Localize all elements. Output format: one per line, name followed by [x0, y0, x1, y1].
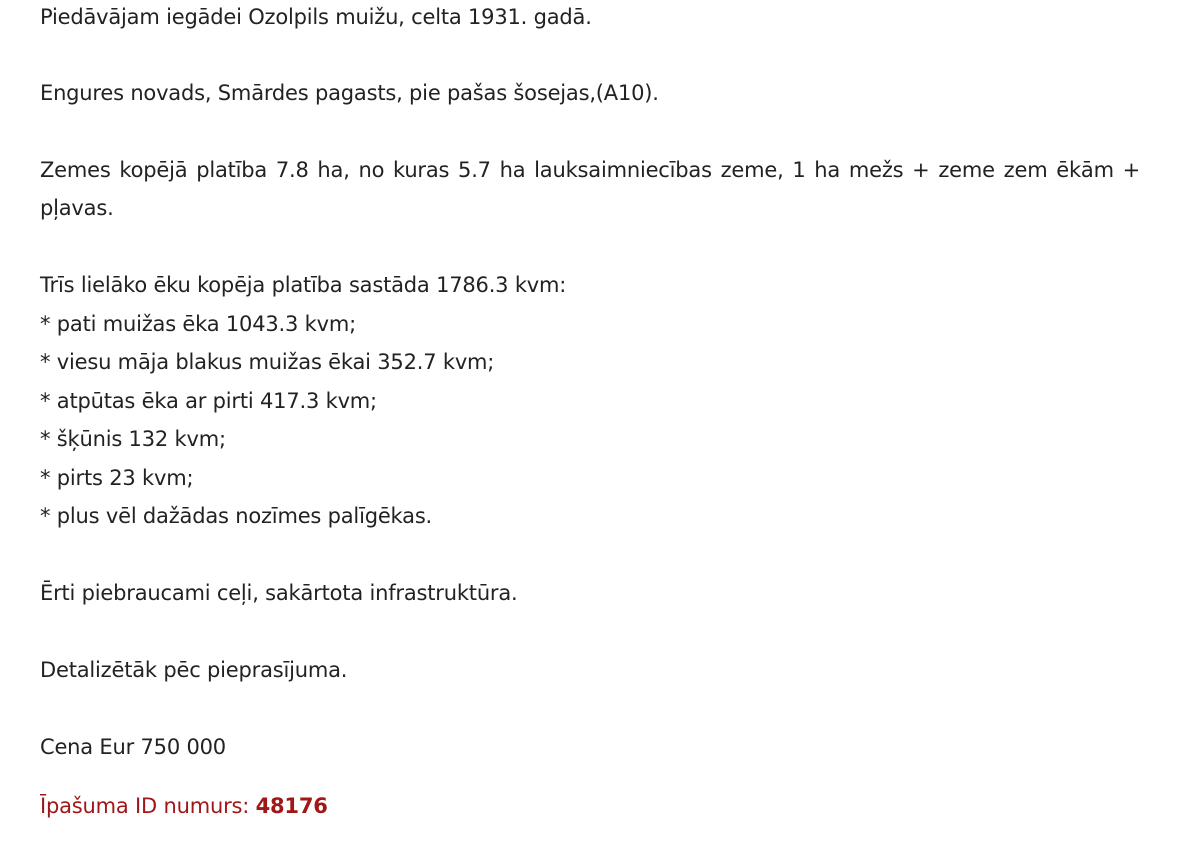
building-list-item: * viesu māja blakus muižas ēkai 352.7 kvm;: [40, 350, 495, 374]
roads-text: Ērti piebraucami ceļi, sakārtota infrastruktūra.: [40, 581, 518, 605]
building-list-item: * šķūnis 132 kvm;: [40, 427, 226, 451]
building-list-item: * atpūtas ēka ar pirti 417.3 kvm;: [40, 389, 377, 413]
price-text: Cena Eur 750 000: [40, 735, 226, 759]
property-id-number: 48176: [255, 794, 328, 818]
property-id-label: Īpašuma ID numurs:: [40, 794, 256, 818]
buildings-total-text: Trīs lielāko ēku kopēja platība sastāda 1786.3 kvm:: [40, 273, 567, 297]
building-list-item: * plus vēl dažādas nozīmes palīgēkas.: [40, 504, 433, 528]
land-area-text: Zemes kopējā platība 7.8 ha, no kuras 5.7 ha lauksaimniecības zeme, 1 ha mežs + zeme zem ēkām + pļavas.: [40, 158, 1140, 220]
intro-text: Piedāvājam iegādei Ozolpils muižu, celta 1931. gadā.: [40, 5, 592, 29]
location-text: Engures novads, Smārdes pagasts, pie pašas šosejas,(A10).: [40, 81, 659, 105]
details-text: Detalizētāk pēc pieprasījuma.: [40, 658, 348, 682]
building-list-item: * pati muižas ēka 1043.3 kvm;: [40, 312, 356, 336]
property-id: [40, 787, 328, 825]
building-list-item: * pirts 23 kvm;: [40, 466, 194, 490]
